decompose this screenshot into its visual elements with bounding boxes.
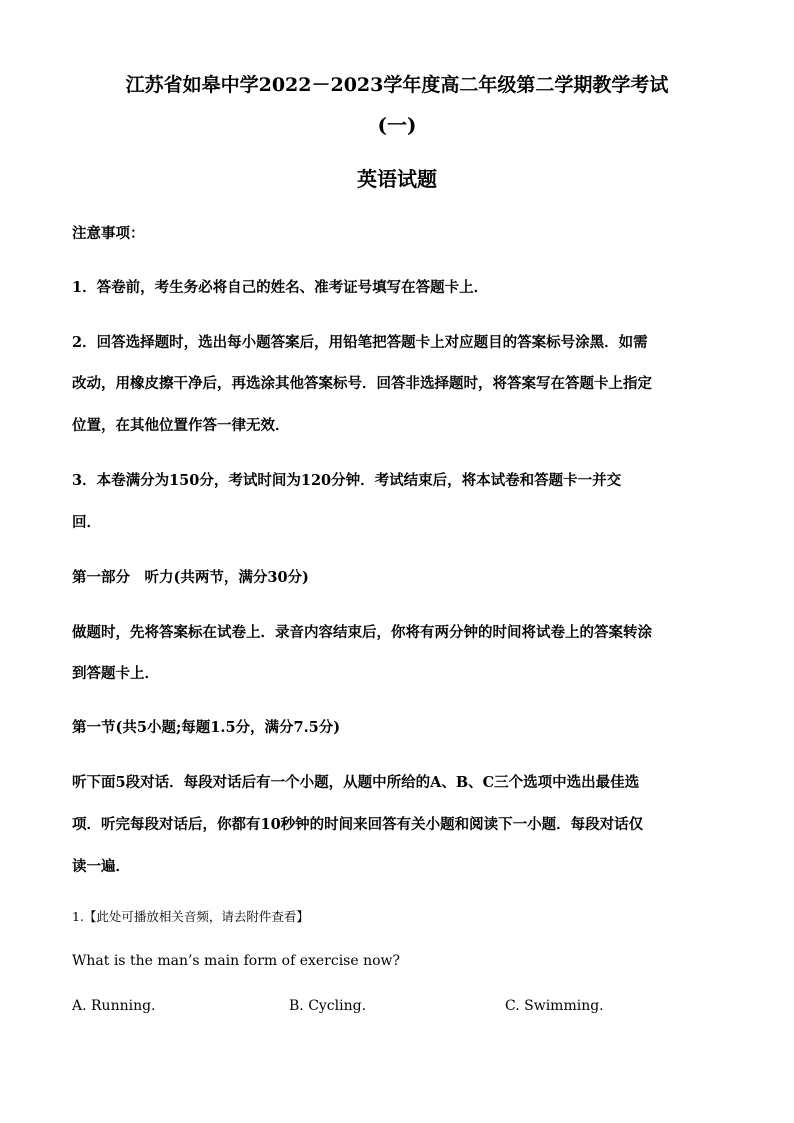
note-item-1: 1．答卷前，考生务必将自己的姓名、准考证号填写在答题卡上． — [72, 279, 489, 296]
note-item-2-line1: 2．回答选择题时，选出每小题答案后，用铅笔把答题卡上对应题目的答案标号涂黑．如需 — [72, 334, 648, 351]
notes-heading: 注意事项： — [72, 225, 145, 242]
subject-title: 英语试题 — [357, 167, 437, 191]
question1-audio-label[interactable]: 1.【此处可播放相关音频，请去附件查看】 — [72, 909, 309, 924]
section1-instruction-line3: 读一遍． — [72, 858, 130, 875]
question1-option-c: C. Swimming. — [505, 998, 604, 1014]
note-item-2-line3: 位置，在其他位置作答一律无效． — [72, 417, 290, 434]
part1-instruction-line1: 做题时，先将答案标在试卷上．录音内容结束后，你将有两分钟的时间将试卷上的答案转涂 — [72, 624, 652, 641]
question1-option-b: B. Cycling. — [289, 998, 367, 1014]
question1-option-a: A. Running. — [72, 998, 156, 1014]
section1-heading: 第一节(共5小题;每题1.5分，满分7.5分) — [72, 719, 341, 736]
question1-prompt: What is the man’s main form of exercise now? — [72, 953, 401, 969]
note-item-2-line2: 改动，用橡皮擦干净后，再选涂其他答案标号．回答非选择题时，将答案写在答题卡上指定 — [72, 375, 652, 392]
note-item-3-line2: 回． — [72, 514, 101, 531]
section1-instruction-line2: 项．听完每段对话后，你都有10秒钟的时间来回答有关小题和阅读下一小题．每段对话仅 — [72, 816, 644, 833]
section1-instruction-line1: 听下面5段对话．每段对话后有一个小题，从题中所给的A、B、C三个选项中选出最佳选 — [72, 774, 640, 791]
part1-instruction-line2: 到答题卡上． — [72, 665, 159, 682]
exam-title: 江苏省如皋中学2022－2023学年度高二年级第二学期教学考试 — [125, 74, 669, 96]
exam-title-part: (一) — [377, 113, 417, 137]
part1-heading: 第一部分 听力(共两节，满分30分) — [72, 569, 309, 586]
note-item-3-line1: 3．本卷满分为150分，考试时间为120分钟．考试结束后，将本试卷和答题卡一并交 — [72, 472, 622, 489]
